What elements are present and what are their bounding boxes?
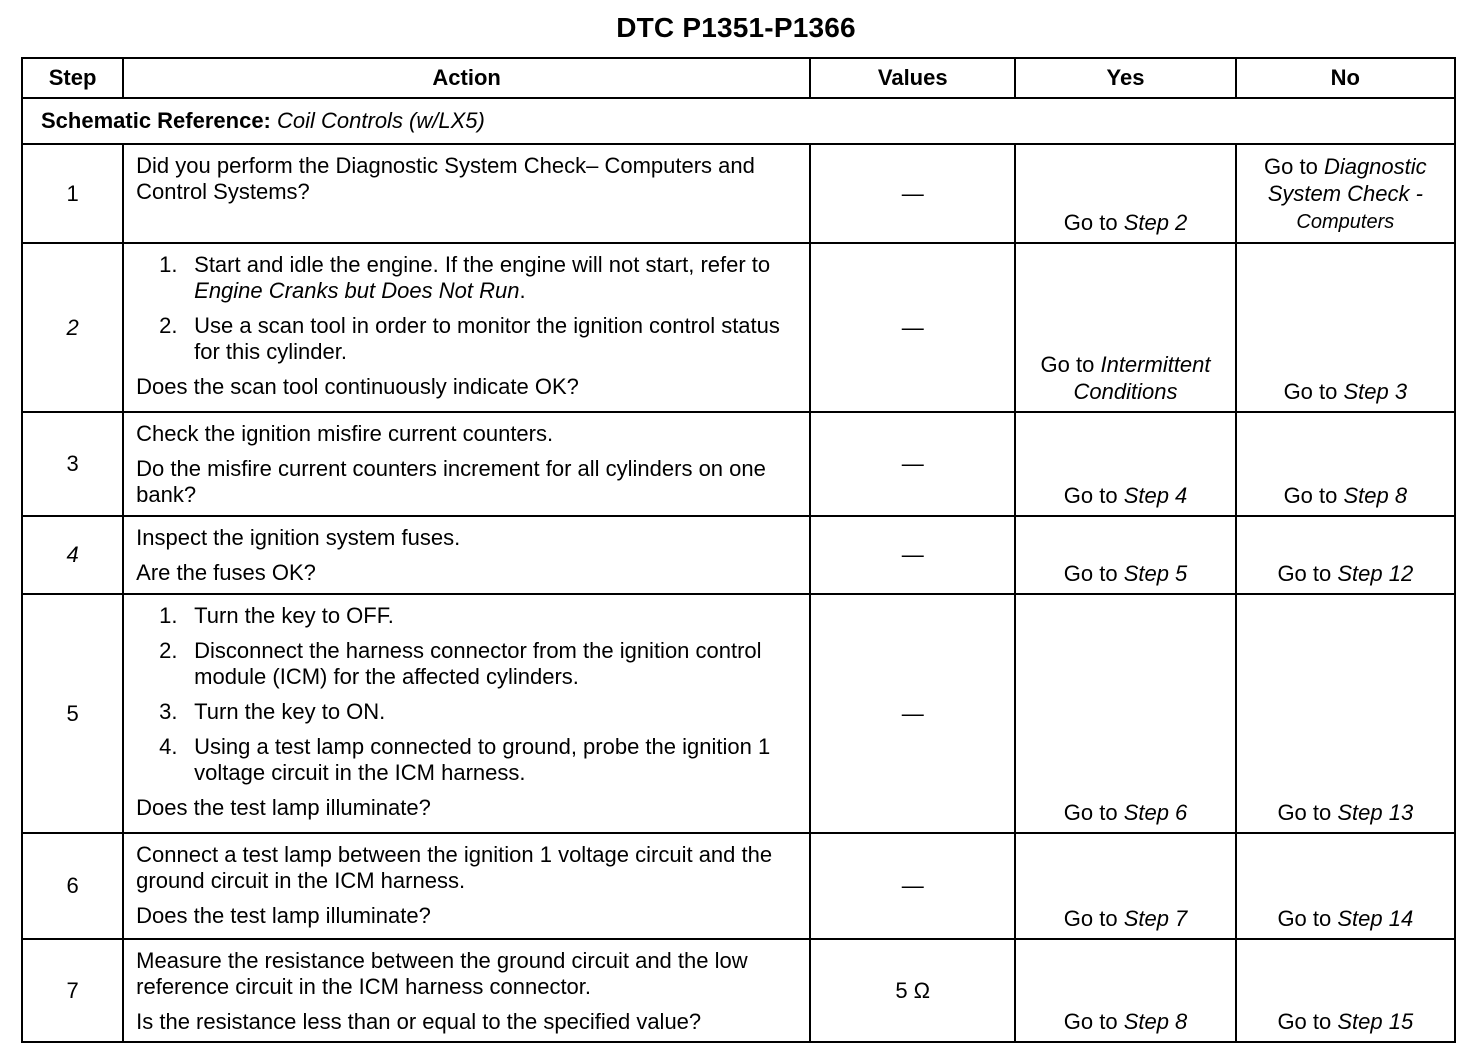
no-cell: [1236, 144, 1455, 243]
no-cell: [1236, 939, 1455, 1042]
procedure-step-text: Turn the key to ON.: [194, 699, 386, 724]
action-question: Are the fuses OK?: [136, 560, 316, 585]
step-number: 1: [22, 144, 123, 243]
yes-cell: [1015, 594, 1235, 833]
no-target: Step 3: [1343, 379, 1408, 404]
procedure-step-text: Turn the key to OFF.: [194, 603, 394, 628]
action-text: Inspect the ignition system fuses.: [136, 525, 461, 550]
table-row: [22, 243, 1455, 412]
yes-prefix: Go to: [1063, 561, 1118, 586]
procedure-step-number: 4.: [159, 734, 178, 759]
no-prefix: Go to: [1283, 483, 1338, 508]
table-header-row: [22, 58, 1455, 98]
step-number: 3: [22, 412, 123, 516]
no-prefix: Go to: [1277, 1009, 1332, 1034]
header-yes: Yes: [1015, 58, 1235, 98]
procedure-step-number: 2.: [159, 313, 178, 338]
action-text: Did you perform the Diagnostic System Check– Computers and Control Systems?: [136, 153, 755, 204]
yes-cell: [1015, 144, 1235, 243]
header-no: No: [1236, 58, 1455, 98]
no-prefix: Go to: [1277, 800, 1332, 825]
value-cell: —: [810, 412, 1015, 516]
table-row: [22, 144, 1455, 243]
yes-target: Step 2: [1123, 210, 1188, 235]
no-cell: [1236, 594, 1455, 833]
no-target: Step 8: [1343, 483, 1408, 508]
table-row: [22, 412, 1455, 516]
procedure-step: [136, 699, 799, 725]
yes-target: Step 4: [1123, 483, 1188, 508]
value-cell: —: [810, 144, 1015, 243]
yes-target: Step 8: [1123, 1009, 1188, 1034]
value-cell: —: [810, 243, 1015, 412]
action-question: Does the scan tool continuously indicate OK?: [136, 374, 579, 399]
table-row: [22, 833, 1455, 939]
no-prefix: Go to: [1283, 379, 1338, 404]
yes-prefix: Go to: [1040, 352, 1095, 377]
no-target: Diagnostic System Check -: [1267, 154, 1427, 206]
procedure-step-text: Using a test lamp connected to ground, probe the ignition 1 voltage circuit in the ICM harness.: [194, 734, 771, 785]
action-cell: [123, 939, 810, 1042]
no-prefix: Go to: [1277, 561, 1332, 586]
action-text: Connect a test lamp between the ignition 1 voltage circuit and the ground circuit in the ICM harness.: [136, 842, 773, 893]
yes-target: Step 6: [1123, 800, 1188, 825]
action-cell: [123, 412, 810, 516]
yes-cell: [1015, 412, 1235, 516]
action-question: Does the test lamp illuminate?: [136, 903, 431, 928]
no-cell: [1236, 516, 1455, 594]
no-target: Step 15: [1337, 1009, 1414, 1034]
procedure-step-ref: Engine Cranks but Does Not Run: [194, 278, 520, 303]
yes-prefix: Go to: [1063, 906, 1118, 931]
yes-prefix: Go to: [1063, 1009, 1118, 1034]
yes-target: Intermittent Conditions: [1073, 352, 1211, 404]
action-text: Measure the resistance between the ground circuit and the low reference circuit in the ICM harness connector.: [136, 948, 748, 999]
schematic-reference: [22, 98, 1455, 144]
procedure-step-text: Start and idle the engine. If the engine will not start, refer to: [194, 252, 771, 277]
procedure-step-number: 1.: [159, 252, 178, 277]
step-number: 2: [22, 243, 123, 412]
table-row: [22, 594, 1455, 833]
procedure-step-number: 3.: [159, 699, 178, 724]
value-cell: 5 Ω: [810, 939, 1015, 1042]
step-number: 6: [22, 833, 123, 939]
diagnostic-table: [21, 57, 1456, 1043]
yes-prefix: Go to: [1063, 800, 1118, 825]
yes-prefix: Go to: [1063, 483, 1118, 508]
procedure-step: [136, 313, 799, 365]
header-values: Values: [810, 58, 1015, 98]
procedure-step-text: Disconnect the harness connector from the ignition control module (ICM) for the affected cylinders.: [194, 638, 762, 689]
procedure-step: [136, 734, 799, 786]
step-number: 5: [22, 594, 123, 833]
action-text: Check the ignition misfire current counters.: [136, 421, 554, 446]
schematic-label: Schematic Reference:: [41, 108, 271, 133]
value-cell: —: [810, 833, 1015, 939]
table-row: [22, 939, 1455, 1042]
no-target: Step 14: [1337, 906, 1414, 931]
procedure-step: [136, 603, 799, 629]
step-number: 4: [22, 516, 123, 594]
header-step: Step: [22, 58, 123, 98]
yes-cell: [1015, 516, 1235, 594]
no-prefix: Go to: [1277, 906, 1332, 931]
schematic-ref: Coil Controls (w/LX5): [277, 108, 485, 133]
no-target: Step 12: [1337, 561, 1414, 586]
yes-prefix: Go to: [1063, 210, 1118, 235]
yes-cell: [1015, 833, 1235, 939]
table-row: [22, 516, 1455, 594]
no-target: Step 13: [1337, 800, 1414, 825]
action-question: Do the misfire current counters increment for all cylinders on one bank?: [136, 456, 766, 507]
schematic-row: [22, 98, 1455, 144]
procedure-step-number: 1.: [159, 603, 178, 628]
procedure-step-after: .: [519, 278, 526, 303]
header-action: Action: [123, 58, 810, 98]
yes-cell: [1015, 243, 1235, 412]
procedure-step-number: 2.: [159, 638, 178, 663]
step-number: 7: [22, 939, 123, 1042]
no-cell: [1236, 833, 1455, 939]
action-cell: [123, 144, 810, 243]
no-cell: [1236, 243, 1455, 412]
action-cell: [123, 243, 810, 412]
procedure-step-text: Use a scan tool in order to monitor the ignition control status for this cylinder.: [194, 313, 780, 364]
value-cell: —: [810, 516, 1015, 594]
yes-cell: [1015, 939, 1235, 1042]
action-question: Is the resistance less than or equal to the specified value?: [136, 1009, 702, 1034]
action-cell: [123, 594, 810, 833]
yes-target: Step 7: [1123, 906, 1188, 931]
no-prefix: Go to: [1264, 154, 1318, 179]
action-cell: [123, 516, 810, 594]
action-cell: [123, 833, 810, 939]
action-question: Does the test lamp illuminate?: [136, 795, 431, 820]
procedure-step: [136, 638, 799, 690]
value-cell: —: [810, 594, 1015, 833]
procedure-step: [136, 252, 799, 304]
yes-target: Step 5: [1123, 561, 1188, 586]
page-title: DTC P1351-P1366: [616, 12, 856, 43]
no-target-extra: Computers: [1296, 211, 1395, 233]
no-cell: [1236, 412, 1455, 516]
